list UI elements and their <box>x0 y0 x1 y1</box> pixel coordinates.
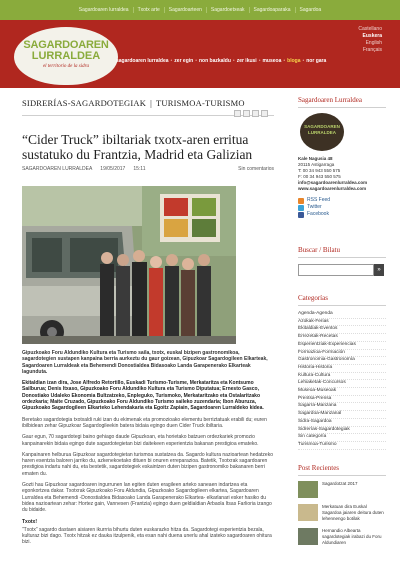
badge-line1: SAGARDOAREN <box>304 124 340 129</box>
post-meta <box>22 166 274 172</box>
main-navigation <box>116 58 326 64</box>
categories-widget-title: Categorías <box>298 294 386 306</box>
recent-post-thumbnail <box>298 528 318 545</box>
breadcrumb <box>22 96 274 110</box>
breadcrumb-item-turismoa[interactable]: TURISMOA-TURISMO <box>155 98 245 108</box>
social-rss[interactable] <box>298 197 386 204</box>
category-item[interactable]: Sin categoría <box>298 434 386 442</box>
address-line: Kale Nagusia 48 <box>298 156 333 161</box>
recent-post-thumbnail <box>298 504 318 521</box>
language-option[interactable]: English <box>365 40 382 46</box>
language-option[interactable]: Castellano <box>358 26 382 32</box>
address-line: 20115 Astigarraga <box>298 162 335 167</box>
main-nav-item[interactable]: zer ikusi <box>236 58 257 64</box>
sidebar <box>298 96 386 552</box>
top-nav-item[interactable]: Txotx arte <box>134 7 165 13</box>
caption-text: Gipuzkoako Foru Aldundiko Kultura eta Turismo saila, txotx, euskal bizipen gastronomikoa, sagardotegien sustapen kanpaina berria aurkeztu du gaur goizean, Gipuzkoar Sagardogileen Elkarteak, Sagardoaren Lurraldeak eta Behemendi Donostialdea Bidasoako Landa Garapenerako Elkarteak lagunduta. <box>22 350 268 375</box>
facebook-icon <box>298 212 304 218</box>
share-facebook-icon[interactable] <box>252 110 259 117</box>
categories-list <box>298 311 386 450</box>
top-nav-item[interactable]: Sagardoaparaka <box>250 7 296 13</box>
category-item[interactable]: Errezetak-Recetas <box>298 334 386 342</box>
nav-separator: • <box>232 58 235 64</box>
category-item[interactable]: Museoa-Museoak <box>298 388 386 396</box>
participants-paragraph <box>22 380 274 411</box>
address-line: T: 00 34 943 550 575 <box>298 168 341 173</box>
recent-post-title: Hernandio Albearta sagardotegiak irabazi du Foru Aldundiaren <box>322 527 382 545</box>
about-widget-title: Sagardoaren Lurraldea <box>298 96 386 108</box>
social-facebook[interactable] <box>298 211 386 218</box>
cider-truck-photo <box>22 186 236 344</box>
category-item[interactable]: Historia-Historia <box>298 365 386 373</box>
post-comments-link[interactable]: Sin comentarios <box>238 166 274 172</box>
breadcrumb-separator: | <box>150 98 152 108</box>
address-line[interactable]: info@sagardoarenlurraldea.com <box>298 180 368 185</box>
recent-post-title: Sagardotzat 2017 <box>322 480 358 486</box>
top-nav-item[interactable]: Sagardoetxeak <box>207 7 250 13</box>
category-item[interactable]: Prentsa-Prensa <box>298 396 386 404</box>
category-item[interactable]: Lehiaketak-Concursos <box>298 380 386 388</box>
category-item[interactable]: Gastronomia-Gastronomía <box>298 357 386 365</box>
site-header <box>0 20 400 88</box>
category-item[interactable]: Sidrerías-Sagardotegiak <box>298 427 386 435</box>
top-nav-list <box>0 0 400 20</box>
main-nav-item[interactable]: sagardoaren lurraldea <box>116 58 169 64</box>
logo-line1: SAGARDOAREN <box>23 39 109 51</box>
main-nav-item[interactable]: bloga <box>287 58 301 64</box>
category-item[interactable]: Agenda-Agenda <box>298 311 386 319</box>
category-item[interactable]: Turismoa-Turismo <box>298 442 386 450</box>
nav-separator: • <box>283 58 286 64</box>
search-form <box>298 264 386 276</box>
contact-address <box>298 156 386 192</box>
post-author[interactable]: SAGARDOAREN LURRALDEA <box>22 166 93 172</box>
main-nav-item[interactable]: nor gara <box>306 58 327 64</box>
subheading-text: Txotx! <box>22 518 37 525</box>
share-twitter-icon[interactable] <box>261 110 268 117</box>
category-item[interactable]: Kultura-Cultura <box>298 373 386 381</box>
recent-post-item[interactable] <box>298 528 386 546</box>
rss-icon <box>298 198 304 204</box>
address-line: F: 00 34 943 550 575 <box>298 174 341 179</box>
nav-separator: • <box>170 58 173 64</box>
language-option[interactable]: Euskera <box>362 33 382 39</box>
body-paragraph-4: Gozti hau Gipuzkoar sagardoaren ingurrunen lan egiten duten eragileen arteko saneaen indartzea eta egonkortzea dakar. Txotxrak Gipuzkoako Foru Aldundia, Gipuzkoako Sagardogileen elkartea, Sagardoaren Lurraldea eta Behemendi -Donostialdea Bidasoako Landa Garapenerako Elkartea- elkarlanari esker hasiko du bidea nazioartean zehar: Hortez gain, Vannesen (Frantzia) egingo duen geldialdian Arbaola Itsas Farlioria izango du bidaide. <box>22 482 272 514</box>
nav-separator: • <box>258 58 261 64</box>
twitter-label: Twitter <box>307 204 322 210</box>
recent-post-item[interactable] <box>298 504 386 522</box>
category-item[interactable]: Formazioa-Formación <box>298 350 386 358</box>
body-paragraph-3: Kanpainaren helburua Gipuzkoar sagardotegietan turismoa sustatzea da. Sagardo kultura nazioartean hedatzeko haren esentzia baloren jarriko du, azkenekoetako dituen bi onuren erreparazioa. Batetik, Txotxrak sagardoaren prestigioa indartu nahi du, eta bestetik, sagardotegiek eskaintzen duten bizipen gastronomiko bakanaren berri ematen du. <box>22 451 273 477</box>
social-twitter[interactable] <box>298 204 386 211</box>
nav-separator: • <box>195 58 197 64</box>
participants-text: Ekitaldian izan dira, Jose Alfredo Retortillo, Euskadi Turismo-Turisme, Merkataritza eta Kontsumo Sailburua; Denis Itxaso, Gipuzkoako Foru Aldundiko Kultura eta Turismo Diputatua; Ernesto Gasco, Donostiako Udaleko Ekonomia Bultzatzeko, Enpleguko, Turismoko, Merkataritzako eta Ostalaritzako ordezkaria; Maite Cruzado, Gipuzkoako Foru Aldundiko Turismo saileko zuzendaria; Ibon Aburuza, Gipuzkoako Sagardogileen Elkarteko Lehendakaria eta Egoitz Zapiain, Sagardoaren Lurraldeko kidea. <box>22 380 264 412</box>
recent-posts-title: Post Recientes <box>298 464 386 476</box>
top-utility-bar <box>0 0 400 20</box>
social-links <box>298 197 386 218</box>
share-print-icon[interactable] <box>234 110 241 117</box>
search-input[interactable] <box>298 264 374 276</box>
language-switcher <box>358 26 382 54</box>
main-nav-item[interactable]: non bazkaldu <box>198 58 231 64</box>
category-item[interactable]: Sidra-Sagardoa <box>298 419 386 427</box>
category-item[interactable]: Azokak-Ferias <box>298 319 386 327</box>
body-paragraph-1: Beretako sagardotegia txotxaldi ruki izan du ekimenak eta promozioako elementu berriztatuak erabili du; euren ibilbidean zehar Gipuzkoar Sagardogileekin batera bidaia egingo duen Cider Truck ibiltaria. <box>22 416 267 429</box>
breadcrumb-item-sidrerias[interactable]: SIDRERÍAS-SAGARDOTEGIAK <box>22 98 147 108</box>
main-nav-item[interactable]: museoa <box>262 58 282 64</box>
nav-separator: • <box>302 58 305 64</box>
breadcrumb-bar <box>22 96 274 116</box>
search-button[interactable]: » <box>374 264 384 276</box>
badge-line2: LURRALDEA <box>308 129 336 135</box>
facebook-label: Facebook <box>307 211 329 217</box>
category-item[interactable]: Sagarra-Manzana <box>298 403 386 411</box>
sidebar-logo-badge[interactable] <box>300 113 344 151</box>
subheading <box>22 519 274 525</box>
recent-post-thumbnail <box>298 481 318 498</box>
twitter-icon <box>298 205 304 211</box>
share-buttons <box>234 110 268 117</box>
logo-line2: LURRALDEA <box>31 50 101 62</box>
post-featured-photo <box>22 186 236 344</box>
category-item[interactable]: Ekitaldiak-Eventos <box>298 326 386 334</box>
post-time: 15:11 <box>133 166 146 172</box>
search-widget-title: Buscar / Bilatu <box>298 246 386 258</box>
rss-label: RSS Feed <box>307 197 331 203</box>
main-nav-item[interactable]: zer egin <box>174 58 194 64</box>
logo-tagline: el territorio de la sidra <box>42 64 90 69</box>
body-paragraph-2: Gaur egun, 70 sagardotegi baino gehiago daude Gipuzkoan, eta horietako batzuen ordezkariek promozio kanpainarekin bidaia egingo dute sagardotegietan bizi daitekeen esperientzia bakanan prestigioa emateko. <box>22 434 259 447</box>
photo-caption <box>22 350 274 375</box>
address-line[interactable]: www.sagardoarenlurraldea.com <box>298 186 367 191</box>
share-email-icon[interactable] <box>243 110 250 117</box>
body-paragraph-5: “Txotx” sagardo dastaen aisiaren ikurrria bihurtu duten euskarazko hitza da. Sagardotegi esperientzia bezala, kulturaz bizi dago. Txotx hitzak ez dauka itzulpenik, eta esan nahi duena unerlu ahal izateko sagardoaren ohitura bizi. <box>22 526 272 546</box>
top-nav-item[interactable]: Sagardoarteen <box>165 7 207 13</box>
post-content <box>22 96 274 546</box>
post-date: 19/05/2017 <box>100 166 126 172</box>
top-nav-item[interactable]: Sagardoa <box>299 7 322 13</box>
site-logo[interactable] <box>14 27 118 85</box>
recent-post-title: Merkatuan dira Euskal Sagardoa jaiaren deitura duten lehennengo botilak <box>322 503 384 521</box>
language-option[interactable]: Français <box>362 47 382 53</box>
category-item[interactable]: Sagardoa-Manzanal <box>298 411 386 419</box>
recent-post-item[interactable] <box>298 481 386 498</box>
category-item[interactable]: Esperientziak-Experiencias <box>298 342 386 350</box>
top-nav-item[interactable]: Sagardoaren lurraldea <box>75 7 134 13</box>
post-title: “Cider Truck” ibiltariak txotx-aren erritua sustatuko du Frantzia, Madrid eta Galizian <box>22 132 253 162</box>
